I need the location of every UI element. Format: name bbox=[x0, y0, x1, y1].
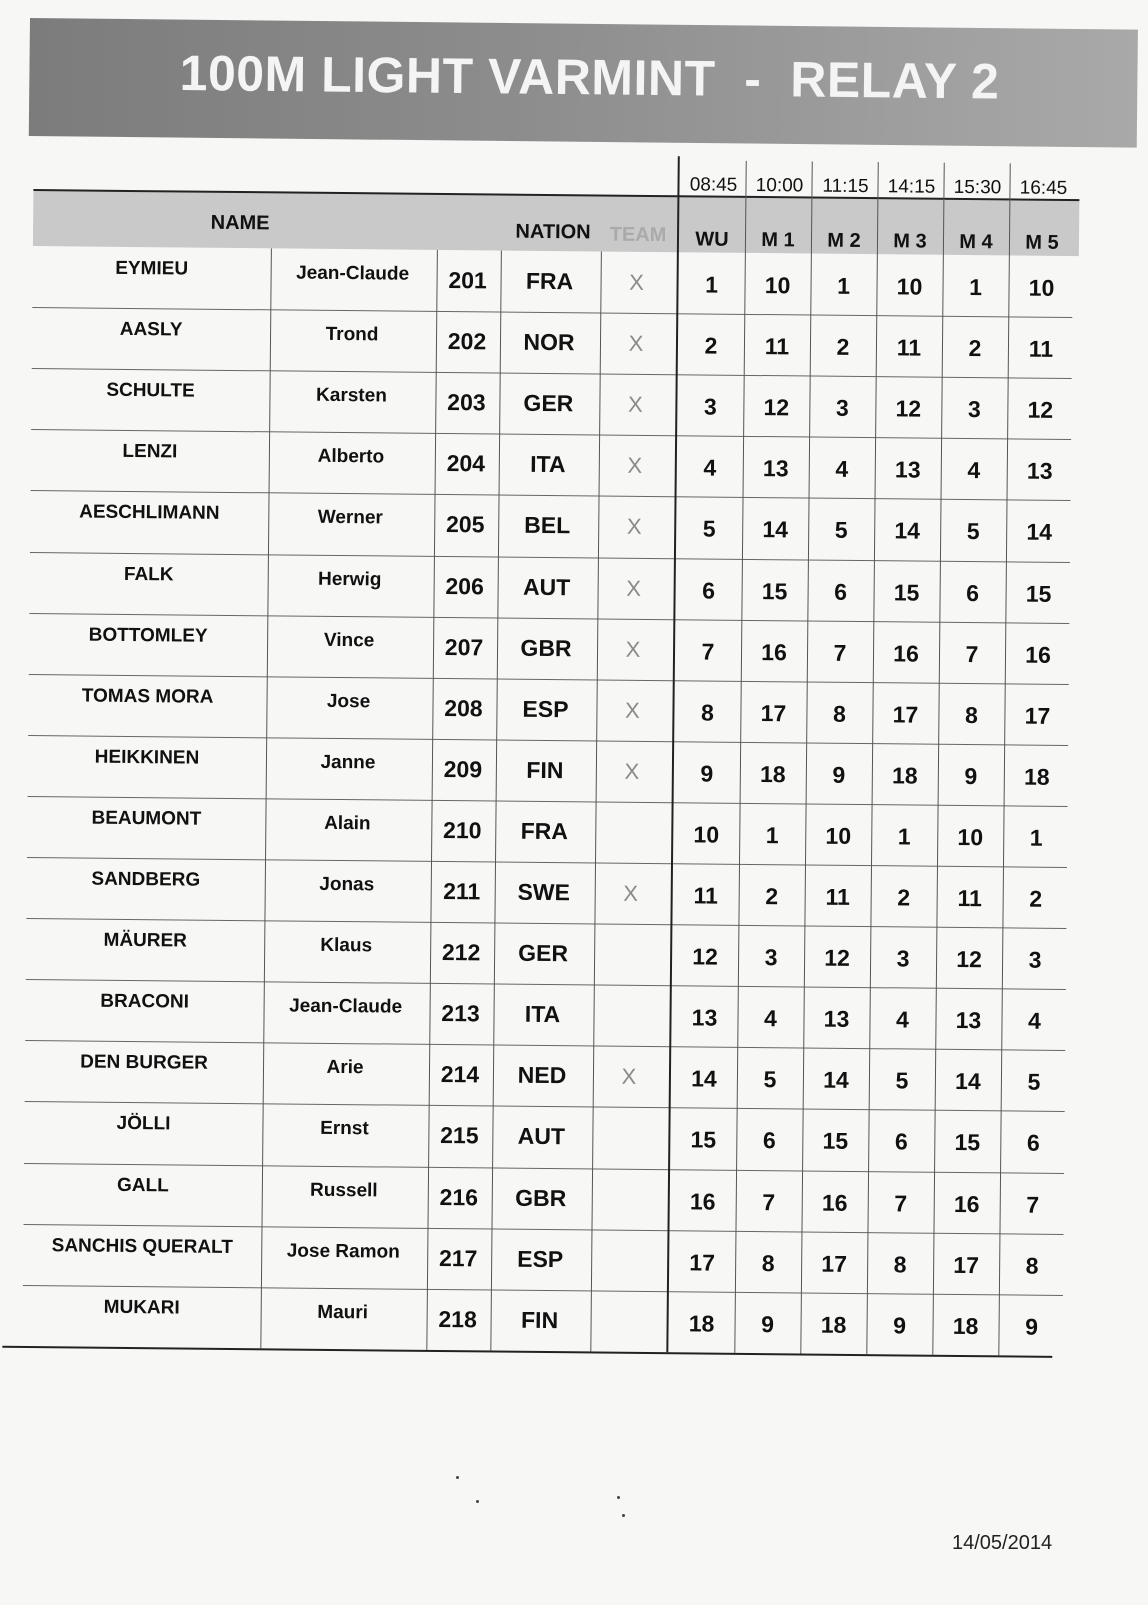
last-name: BOTTOMLEY bbox=[88, 624, 208, 647]
relay-position: 12 bbox=[692, 943, 719, 970]
relay-position: 15 bbox=[690, 1126, 717, 1154]
relay-position: 2 bbox=[1029, 885, 1043, 912]
session-time: 10:00 bbox=[755, 174, 804, 197]
team-mark bbox=[592, 1107, 665, 1169]
session-time: 08:45 bbox=[689, 174, 738, 196]
relay-position: 6 bbox=[834, 578, 848, 605]
relay-position: 16 bbox=[893, 639, 919, 667]
nation-code: FRA bbox=[525, 267, 574, 295]
relay-position: 14 bbox=[1026, 518, 1053, 546]
relay-position: 15 bbox=[1025, 580, 1052, 607]
relay-position: 2 bbox=[836, 333, 850, 360]
relay-position: 3 bbox=[835, 394, 849, 422]
team-mark bbox=[590, 1290, 663, 1352]
footer-date: 14/05/2014 bbox=[952, 1532, 1053, 1554]
first-name: Ernst bbox=[320, 1118, 369, 1140]
nation-code: NED bbox=[517, 1062, 567, 1089]
relay-position: 18 bbox=[820, 1311, 847, 1338]
relay-position: 10 bbox=[896, 273, 923, 300]
relay-position: 7 bbox=[1026, 1191, 1040, 1218]
shooter-number: 214 bbox=[440, 1061, 480, 1088]
relay-position: 10 bbox=[1028, 274, 1055, 301]
col-header-name: NAME bbox=[210, 211, 270, 235]
first-name: Jean-Claude bbox=[296, 262, 410, 285]
relay-position: 17 bbox=[892, 701, 919, 728]
table-row bbox=[4, 307, 1148, 379]
table-row bbox=[0, 1284, 1143, 1356]
last-name: JÖLLI bbox=[116, 1113, 171, 1135]
nation-code: GBR bbox=[520, 634, 572, 661]
table-row bbox=[0, 796, 1148, 868]
relay-position: 6 bbox=[966, 579, 980, 606]
relay-position: 18 bbox=[759, 760, 786, 788]
last-name: MÄURER bbox=[103, 929, 188, 952]
last-name: GALL bbox=[116, 1174, 169, 1196]
relay-position: 5 bbox=[966, 518, 980, 545]
relay-position: 1 bbox=[969, 274, 983, 301]
relay-position: 8 bbox=[700, 699, 714, 726]
shooter-number: 209 bbox=[443, 755, 483, 783]
team-mark: X bbox=[627, 391, 643, 418]
session-label: M 1 bbox=[761, 229, 795, 252]
relay-position: 8 bbox=[893, 1250, 907, 1278]
relay-position: 4 bbox=[835, 456, 849, 483]
nation-code: ESP bbox=[517, 1245, 564, 1272]
shooter-number: 217 bbox=[438, 1244, 478, 1271]
last-name: AASLY bbox=[119, 318, 183, 341]
nation-code: AUT bbox=[517, 1123, 566, 1150]
shooter-number: 213 bbox=[441, 1000, 480, 1027]
col-header-nation: NATION bbox=[515, 220, 591, 244]
relay-position: 1 bbox=[765, 822, 779, 849]
table-row bbox=[0, 1101, 1145, 1173]
relay-position: 13 bbox=[955, 1007, 982, 1034]
session-time: 11:15 bbox=[822, 175, 869, 198]
relay-position: 2 bbox=[968, 335, 982, 362]
team-mark: X bbox=[623, 880, 639, 906]
relay-position: 12 bbox=[763, 394, 790, 421]
relay-position: 7 bbox=[701, 638, 715, 665]
last-name: MUKARI bbox=[103, 1296, 180, 1319]
session-label: WU bbox=[695, 228, 729, 251]
relay-position: 15 bbox=[954, 1129, 981, 1156]
relay-position: 7 bbox=[894, 1189, 908, 1216]
relay-position: 5 bbox=[702, 515, 716, 543]
first-name: Alain bbox=[324, 812, 371, 835]
team-mark: X bbox=[629, 269, 645, 295]
grid-lines bbox=[7, 0, 1148, 5]
relay-position: 17 bbox=[760, 699, 787, 726]
relay-position: 14 bbox=[762, 516, 789, 543]
nation-code: GER bbox=[518, 939, 569, 967]
nation-code: AUT bbox=[522, 573, 571, 600]
relay-position: 7 bbox=[833, 639, 847, 666]
table-row bbox=[0, 979, 1146, 1051]
team-mark: X bbox=[625, 636, 641, 662]
first-name: Jose Ramon bbox=[286, 1240, 400, 1263]
relay-position: 8 bbox=[832, 700, 846, 727]
nation-code: GBR bbox=[515, 1184, 567, 1211]
relay-position: 5 bbox=[763, 1066, 777, 1093]
last-name: FALK bbox=[123, 563, 174, 585]
relay-position: 2 bbox=[704, 332, 718, 359]
relay-position: 10 bbox=[825, 822, 852, 849]
relay-position: 14 bbox=[955, 1068, 981, 1095]
shooter-number: 210 bbox=[443, 816, 482, 844]
relay-position: 12 bbox=[1027, 396, 1054, 424]
relay-position: 11 bbox=[1028, 335, 1054, 362]
scan-speck bbox=[617, 1496, 620, 1499]
relay-position: 8 bbox=[761, 1249, 775, 1276]
relay-position: 11 bbox=[957, 884, 982, 912]
first-name: Trond bbox=[325, 323, 379, 346]
last-name: BEAUMONT bbox=[91, 807, 202, 830]
relay-position: 16 bbox=[821, 1189, 848, 1216]
team-mark: X bbox=[628, 330, 644, 357]
shooter-number: 206 bbox=[445, 572, 484, 599]
last-name: SCHULTE bbox=[106, 379, 195, 402]
relay-position: 1 bbox=[705, 271, 719, 298]
relay-position: 17 bbox=[821, 1250, 848, 1277]
relay-position: 11 bbox=[825, 883, 850, 910]
scan-speck bbox=[456, 1476, 459, 1479]
last-name: SANCHIS QUERALT bbox=[51, 1234, 234, 1258]
relay-position: 4 bbox=[763, 1005, 778, 1032]
table-row bbox=[0, 735, 1148, 807]
last-name: LENZI bbox=[122, 441, 178, 463]
relay-position: 14 bbox=[894, 517, 921, 544]
team-mark bbox=[593, 985, 666, 1047]
first-name: Russell bbox=[309, 1179, 378, 1201]
relay-position: 3 bbox=[764, 944, 778, 971]
relay-position: 9 bbox=[700, 760, 714, 787]
table-row bbox=[3, 368, 1148, 440]
relay-position: 11 bbox=[764, 333, 790, 360]
relay-position: 5 bbox=[834, 517, 848, 544]
shooter-number: 204 bbox=[446, 450, 486, 477]
relay-position: 15 bbox=[761, 577, 788, 604]
relay-position: 13 bbox=[691, 1004, 718, 1031]
first-name: Karsten bbox=[316, 384, 387, 407]
shooter-number: 216 bbox=[439, 1183, 479, 1210]
last-name: HEIKKINEN bbox=[94, 746, 200, 769]
session-label: M 5 bbox=[1025, 231, 1059, 254]
scan-speck bbox=[476, 1500, 479, 1503]
shooter-number: 202 bbox=[447, 328, 487, 355]
table-row bbox=[3, 429, 1148, 501]
last-name: AESCHLIMANN bbox=[79, 501, 220, 525]
relay-position: 15 bbox=[893, 578, 920, 606]
table-row bbox=[4, 246, 1148, 318]
first-name: Vince bbox=[323, 629, 375, 651]
relay-position: 9 bbox=[1025, 1313, 1039, 1340]
nation-code: GER bbox=[523, 389, 574, 417]
nation-code: SWE bbox=[517, 878, 571, 906]
shooter-number: 205 bbox=[445, 511, 485, 538]
team-mark: X bbox=[625, 697, 640, 723]
relay-position: 10 bbox=[957, 823, 984, 851]
last-name: BRACONI bbox=[100, 990, 190, 1013]
table-row bbox=[0, 918, 1146, 990]
relay-position: 9 bbox=[832, 761, 846, 788]
first-name: Mauri bbox=[317, 1301, 369, 1324]
shooter-number: 211 bbox=[443, 878, 481, 905]
relay-position: 3 bbox=[896, 945, 910, 972]
relay-position: 12 bbox=[895, 395, 922, 422]
relay-position: 3 bbox=[703, 393, 717, 420]
table-row bbox=[1, 612, 1148, 684]
shooter-number: 208 bbox=[444, 694, 483, 722]
last-name: TOMAS MORA bbox=[81, 685, 214, 708]
shooter-number: 201 bbox=[448, 267, 487, 294]
first-name: Herwig bbox=[317, 568, 382, 590]
relay-position: 8 bbox=[964, 701, 978, 728]
first-name: Arie bbox=[326, 1057, 364, 1079]
table-row bbox=[0, 1162, 1144, 1234]
session-time: 15:30 bbox=[953, 176, 1002, 199]
first-name: Jonas bbox=[319, 873, 375, 896]
relay-position: 16 bbox=[953, 1190, 980, 1217]
relay-position: 1 bbox=[837, 272, 851, 299]
shooter-number: 215 bbox=[440, 1122, 479, 1149]
nation-code: ESP bbox=[522, 695, 569, 722]
team-mark bbox=[594, 924, 667, 986]
team-mark: X bbox=[621, 1064, 637, 1090]
relay-position: 4 bbox=[895, 1006, 910, 1033]
relay-position: 18 bbox=[952, 1312, 979, 1339]
nation-code: FIN bbox=[526, 756, 564, 783]
first-name: Jose bbox=[326, 690, 371, 712]
relay-position: 10 bbox=[764, 272, 791, 299]
team-mark bbox=[591, 1229, 664, 1291]
relay-position: 5 bbox=[895, 1067, 909, 1094]
relay-position: 5 bbox=[1027, 1068, 1041, 1096]
nation-code: NOR bbox=[523, 328, 575, 356]
relay-position: 13 bbox=[1026, 457, 1053, 485]
scan-speck bbox=[622, 1514, 625, 1517]
relay-position: 2 bbox=[765, 883, 779, 910]
nation-code: FIN bbox=[520, 1306, 559, 1333]
relay-position: 4 bbox=[1027, 1007, 1042, 1034]
relay-position: 9 bbox=[893, 1312, 907, 1339]
table-row bbox=[0, 1040, 1145, 1112]
session-time: 14:15 bbox=[887, 176, 936, 198]
relay-position: 4 bbox=[703, 454, 717, 481]
table-row bbox=[0, 673, 1148, 745]
team-mark bbox=[591, 1168, 664, 1230]
table-row bbox=[0, 1223, 1143, 1295]
team-mark: X bbox=[627, 453, 643, 479]
first-name: Klaus bbox=[320, 934, 373, 957]
last-name: DEN BURGER bbox=[80, 1051, 209, 1075]
session-label: M 4 bbox=[959, 230, 993, 254]
shooter-number: 207 bbox=[444, 633, 484, 660]
last-name: EYMIEU bbox=[115, 257, 189, 280]
relay-position: 4 bbox=[967, 457, 981, 484]
relay-position: 13 bbox=[762, 455, 789, 482]
nation-code: ITA bbox=[530, 451, 566, 478]
relay-position: 8 bbox=[1025, 1252, 1039, 1279]
relay-position: 13 bbox=[823, 1005, 850, 1033]
nation-code: BEL bbox=[524, 512, 571, 539]
relay-position: 17 bbox=[689, 1248, 716, 1276]
nation-code: ITA bbox=[524, 1000, 561, 1028]
session-label: M 3 bbox=[893, 230, 927, 253]
relay-position: 6 bbox=[1026, 1130, 1040, 1157]
relay-position: 11 bbox=[896, 334, 922, 361]
relay-position: 18 bbox=[688, 1310, 715, 1337]
last-name: SANDBERG bbox=[91, 868, 201, 891]
table-row bbox=[1, 551, 1148, 623]
relay-position: 16 bbox=[689, 1187, 716, 1215]
table-row bbox=[2, 490, 1148, 562]
relay-position: 14 bbox=[691, 1065, 717, 1092]
shooter-number: 203 bbox=[447, 389, 486, 416]
table-row bbox=[0, 857, 1147, 929]
relay-position: 17 bbox=[1024, 702, 1051, 729]
relay-position: 2 bbox=[897, 884, 911, 911]
first-name: Werner bbox=[317, 507, 383, 529]
first-name: Alberto bbox=[317, 446, 385, 468]
relay-position: 6 bbox=[894, 1128, 908, 1155]
relay-position: 12 bbox=[824, 944, 851, 972]
relay-position: 18 bbox=[891, 762, 918, 789]
team-mark bbox=[595, 801, 668, 863]
relay-position: 7 bbox=[965, 640, 979, 667]
session-time: 16:45 bbox=[1019, 177, 1068, 199]
relay-position: 14 bbox=[823, 1066, 849, 1094]
relay-position: 12 bbox=[956, 946, 983, 973]
relay-position: 1 bbox=[1029, 824, 1043, 851]
relay-position: 10 bbox=[693, 821, 720, 848]
page-title: 100M LIGHT VARMINT - RELAY 2 bbox=[179, 44, 1000, 110]
relay-position: 18 bbox=[1023, 763, 1050, 790]
relay-position: 3 bbox=[1028, 946, 1042, 973]
relay-position: 6 bbox=[762, 1127, 776, 1154]
shooter-number: 218 bbox=[438, 1305, 477, 1333]
relay-position: 16 bbox=[1025, 641, 1051, 668]
col-header-team: TEAM bbox=[609, 223, 667, 247]
nation-code: FRA bbox=[520, 817, 569, 845]
relay-position: 9 bbox=[761, 1310, 775, 1337]
relay-position: 16 bbox=[761, 638, 787, 665]
first-name: Janne bbox=[320, 751, 376, 774]
shooter-number: 212 bbox=[441, 939, 481, 966]
relay-position: 11 bbox=[693, 882, 718, 909]
relay-position: 1 bbox=[897, 823, 911, 850]
team-mark: X bbox=[624, 758, 640, 784]
team-mark: X bbox=[626, 514, 642, 540]
relay-position: 17 bbox=[953, 1251, 980, 1278]
relay-position: 9 bbox=[964, 762, 978, 789]
first-name: Jean-Claude bbox=[289, 995, 403, 1018]
session-label: M 2 bbox=[827, 229, 861, 252]
relay-position: 3 bbox=[967, 396, 981, 423]
relay-position: 6 bbox=[702, 576, 716, 604]
relay-position: 7 bbox=[762, 1188, 776, 1215]
relay-position: 13 bbox=[894, 456, 921, 483]
relay-position: 15 bbox=[822, 1128, 849, 1155]
team-mark: X bbox=[626, 575, 642, 601]
